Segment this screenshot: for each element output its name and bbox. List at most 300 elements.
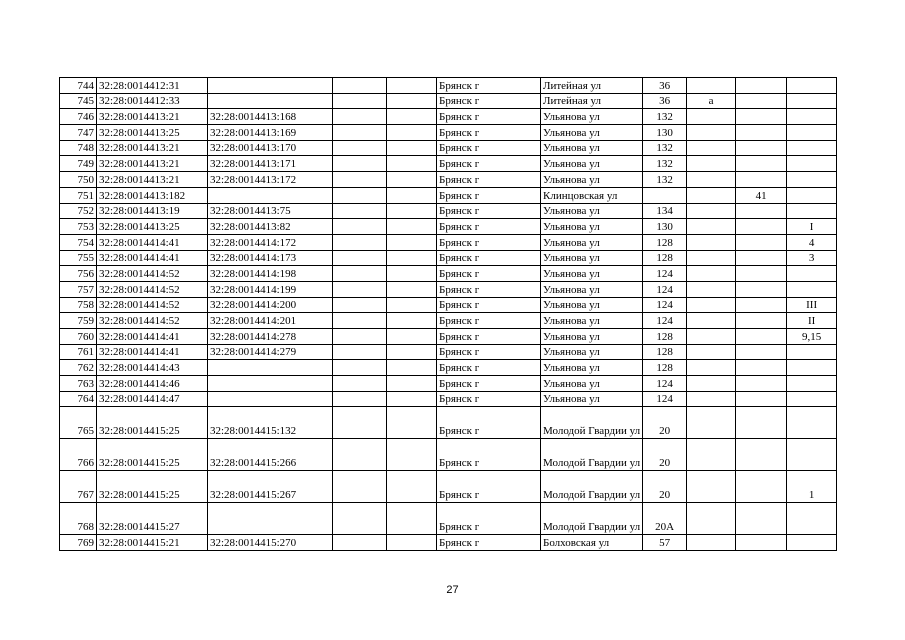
house-cell: 124 (643, 376, 687, 392)
building-cell (736, 407, 787, 439)
street-cell: Ульянова ул (541, 313, 643, 329)
house-cell: 20 (643, 439, 687, 471)
street-cell: Ульянова ул (541, 125, 643, 141)
object-cadastral-number-cell: 32:28:0014414:201 (208, 313, 333, 329)
street-cell: Ульянова ул (541, 234, 643, 250)
table-row (60, 313, 837, 329)
table-row (60, 297, 837, 313)
building-cell (736, 313, 787, 329)
premises-cell (787, 187, 837, 203)
city-cell: Брянск г (437, 156, 541, 172)
building-cell (736, 297, 787, 313)
cadastral-number-cell: 32:28:0014415:25 (97, 407, 208, 439)
street-cell: Ульянова ул (541, 376, 643, 392)
house-letter-cell (687, 439, 736, 471)
premises-cell: II (787, 313, 837, 329)
cadastral-number-cell: 32:28:0014413:182 (97, 187, 208, 203)
object-cadastral-number-cell (208, 360, 333, 376)
house-letter-cell (687, 360, 736, 376)
premises-cell (787, 503, 837, 535)
table-row (60, 203, 837, 219)
empty-cell (387, 535, 437, 551)
premises-cell (787, 93, 837, 109)
row-number-cell: 745 (60, 93, 97, 109)
house-cell: 128 (643, 344, 687, 360)
row-number-cell: 759 (60, 313, 97, 329)
table-row (60, 250, 837, 266)
empty-cell (333, 187, 387, 203)
empty-cell (333, 360, 387, 376)
cadastral-number-cell: 32:28:0014414:43 (97, 360, 208, 376)
building-cell (736, 140, 787, 156)
object-cadastral-number-cell: 32:28:0014414:173 (208, 250, 333, 266)
empty-cell (387, 329, 437, 345)
building-cell (736, 391, 787, 407)
house-letter-cell (687, 281, 736, 297)
empty-cell (387, 297, 437, 313)
city-cell: Брянск г (437, 360, 541, 376)
cadastral-number-cell: 32:28:0014413:21 (97, 172, 208, 188)
house-cell: 134 (643, 203, 687, 219)
empty-cell (387, 219, 437, 235)
house-letter-cell (687, 407, 736, 439)
house-cell: 20А (643, 503, 687, 535)
row-number-cell: 758 (60, 297, 97, 313)
table-row (60, 281, 837, 297)
house-letter-cell (687, 78, 736, 94)
table-row (60, 172, 837, 188)
table-row (60, 360, 837, 376)
empty-cell (333, 172, 387, 188)
cadastral-number-cell: 32:28:0014415:27 (97, 503, 208, 535)
cadastral-number-cell: 32:28:0014414:41 (97, 329, 208, 345)
premises-cell (787, 140, 837, 156)
premises-cell: 3 (787, 250, 837, 266)
row-number-cell: 749 (60, 156, 97, 172)
table-row (60, 109, 837, 125)
house-letter-cell (687, 109, 736, 125)
street-cell: Клинцовская ул (541, 187, 643, 203)
city-cell: Брянск г (437, 172, 541, 188)
cadastral-number-cell: 32:28:0014413:25 (97, 125, 208, 141)
building-cell (736, 125, 787, 141)
house-cell: 130 (643, 219, 687, 235)
cadastral-number-cell: 32:28:0014415:25 (97, 471, 208, 503)
premises-cell (787, 376, 837, 392)
object-cadastral-number-cell (208, 93, 333, 109)
city-cell: Брянск г (437, 503, 541, 535)
row-number-cell: 767 (60, 471, 97, 503)
building-cell (736, 203, 787, 219)
city-cell: Брянск г (437, 407, 541, 439)
table-row (60, 376, 837, 392)
premises-cell (787, 535, 837, 551)
cadastral-number-cell: 32:28:0014412:31 (97, 78, 208, 94)
empty-cell (387, 503, 437, 535)
house-cell: 132 (643, 109, 687, 125)
empty-cell (333, 344, 387, 360)
street-cell: Ульянова ул (541, 297, 643, 313)
cadastral-number-cell: 32:28:0014414:41 (97, 234, 208, 250)
premises-cell (787, 266, 837, 282)
city-cell: Брянск г (437, 140, 541, 156)
house-letter-cell (687, 535, 736, 551)
cadastral-number-cell: 32:28:0014414:52 (97, 313, 208, 329)
object-cadastral-number-cell (208, 503, 333, 535)
empty-cell (387, 187, 437, 203)
premises-cell (787, 156, 837, 172)
premises-cell: 9,15 (787, 329, 837, 345)
empty-cell (333, 78, 387, 94)
table-row (60, 471, 837, 503)
house-letter-cell (687, 140, 736, 156)
house-letter-cell (687, 156, 736, 172)
table-row (60, 219, 837, 235)
table-row (60, 391, 837, 407)
street-cell: Молодой Гвардии ул (541, 439, 643, 471)
house-letter-cell (687, 471, 736, 503)
premises-cell (787, 203, 837, 219)
row-number-cell: 753 (60, 219, 97, 235)
city-cell: Брянск г (437, 266, 541, 282)
house-cell: 124 (643, 281, 687, 297)
house-cell: 130 (643, 125, 687, 141)
house-cell (643, 187, 687, 203)
row-number-cell: 756 (60, 266, 97, 282)
table-row (60, 344, 837, 360)
house-cell: 124 (643, 391, 687, 407)
city-cell: Брянск г (437, 376, 541, 392)
empty-cell (387, 360, 437, 376)
building-cell (736, 266, 787, 282)
house-cell: 132 (643, 172, 687, 188)
city-cell: Брянск г (437, 329, 541, 345)
table-row (60, 503, 837, 535)
object-cadastral-number-cell: 32:28:0014413:169 (208, 125, 333, 141)
empty-cell (333, 219, 387, 235)
empty-cell (387, 344, 437, 360)
premises-cell (787, 407, 837, 439)
street-cell: Ульянова ул (541, 281, 643, 297)
row-number-cell: 747 (60, 125, 97, 141)
empty-cell (333, 391, 387, 407)
house-cell: 128 (643, 234, 687, 250)
premises-cell (787, 439, 837, 471)
building-cell (736, 109, 787, 125)
empty-cell (333, 109, 387, 125)
cadastral-number-cell: 32:28:0014415:21 (97, 535, 208, 551)
house-cell: 124 (643, 313, 687, 329)
house-letter-cell (687, 344, 736, 360)
row-number-cell: 764 (60, 391, 97, 407)
table-row (60, 535, 837, 551)
house-cell: 36 (643, 78, 687, 94)
street-cell: Ульянова ул (541, 109, 643, 125)
premises-cell (787, 344, 837, 360)
street-cell: Ульянова ул (541, 250, 643, 266)
house-letter-cell (687, 234, 736, 250)
empty-cell (333, 234, 387, 250)
object-cadastral-number-cell: 32:28:0014415:266 (208, 439, 333, 471)
house-cell: 128 (643, 329, 687, 345)
object-cadastral-number-cell (208, 376, 333, 392)
object-cadastral-number-cell: 32:28:0014414:279 (208, 344, 333, 360)
empty-cell (333, 471, 387, 503)
house-cell: 57 (643, 535, 687, 551)
building-cell (736, 376, 787, 392)
city-cell: Брянск г (437, 187, 541, 203)
empty-cell (387, 471, 437, 503)
city-cell: Брянск г (437, 391, 541, 407)
empty-cell (387, 140, 437, 156)
premises-cell (787, 360, 837, 376)
empty-cell (387, 376, 437, 392)
cadastral-number-cell: 32:28:0014414:46 (97, 376, 208, 392)
object-cadastral-number-cell: 32:28:0014413:171 (208, 156, 333, 172)
empty-cell (387, 234, 437, 250)
house-cell: 132 (643, 140, 687, 156)
house-cell: 20 (643, 407, 687, 439)
table-row (60, 439, 837, 471)
building-cell (736, 329, 787, 345)
registry-table (59, 77, 837, 551)
table-row (60, 187, 837, 203)
cadastral-number-cell: 32:28:0014413:21 (97, 140, 208, 156)
row-number-cell: 762 (60, 360, 97, 376)
row-number-cell: 761 (60, 344, 97, 360)
house-cell: 20 (643, 471, 687, 503)
empty-cell (387, 156, 437, 172)
premises-cell: 4 (787, 234, 837, 250)
house-letter-cell (687, 297, 736, 313)
empty-cell (333, 140, 387, 156)
building-cell (736, 360, 787, 376)
cadastral-number-cell: 32:28:0014414:52 (97, 297, 208, 313)
cadastral-number-cell: 32:28:0014412:33 (97, 93, 208, 109)
empty-cell (333, 125, 387, 141)
row-number-cell: 766 (60, 439, 97, 471)
city-cell: Брянск г (437, 439, 541, 471)
building-cell (736, 93, 787, 109)
building-cell (736, 439, 787, 471)
city-cell: Брянск г (437, 125, 541, 141)
object-cadastral-number-cell: 32:28:0014414:198 (208, 266, 333, 282)
house-letter-cell (687, 266, 736, 282)
object-cadastral-number-cell: 32:28:0014414:200 (208, 297, 333, 313)
table-row (60, 266, 837, 282)
street-cell: Ульянова ул (541, 140, 643, 156)
street-cell: Литейная ул (541, 78, 643, 94)
street-cell: Молодой Гвардии ул (541, 471, 643, 503)
page-number: 27 (446, 584, 459, 596)
house-letter-cell (687, 219, 736, 235)
object-cadastral-number-cell: 32:28:0014413:82 (208, 219, 333, 235)
building-cell (736, 535, 787, 551)
cadastral-number-cell: 32:28:0014414:41 (97, 250, 208, 266)
empty-cell (333, 250, 387, 266)
table-row (60, 156, 837, 172)
row-number-cell: 751 (60, 187, 97, 203)
cadastral-number-cell: 32:28:0014413:21 (97, 156, 208, 172)
house-letter-cell (687, 187, 736, 203)
empty-cell (333, 535, 387, 551)
table-row (60, 329, 837, 345)
empty-cell (333, 297, 387, 313)
table-row (60, 125, 837, 141)
city-cell: Брянск г (437, 234, 541, 250)
building-cell (736, 503, 787, 535)
street-cell: Ульянова ул (541, 391, 643, 407)
row-number-cell: 757 (60, 281, 97, 297)
premises-cell (787, 109, 837, 125)
empty-cell (387, 281, 437, 297)
city-cell: Брянск г (437, 297, 541, 313)
row-number-cell: 755 (60, 250, 97, 266)
house-letter-cell (687, 313, 736, 329)
building-cell (736, 344, 787, 360)
row-number-cell: 746 (60, 109, 97, 125)
building-cell (736, 234, 787, 250)
house-letter-cell (687, 125, 736, 141)
building-cell (736, 78, 787, 94)
empty-cell (387, 78, 437, 94)
house-cell: 36 (643, 93, 687, 109)
empty-cell (333, 203, 387, 219)
building-cell (736, 156, 787, 172)
row-number-cell: 752 (60, 203, 97, 219)
premises-cell (787, 125, 837, 141)
street-cell: Болховская ул (541, 535, 643, 551)
row-number-cell: 769 (60, 535, 97, 551)
registry-table-body (60, 78, 837, 551)
city-cell: Брянск г (437, 250, 541, 266)
city-cell: Брянск г (437, 281, 541, 297)
house-cell: 124 (643, 297, 687, 313)
empty-cell (387, 391, 437, 407)
cadastral-number-cell: 32:28:0014413:21 (97, 109, 208, 125)
street-cell: Ульянова ул (541, 203, 643, 219)
table-row (60, 140, 837, 156)
cadastral-number-cell: 32:28:0014414:47 (97, 391, 208, 407)
row-number-cell: 768 (60, 503, 97, 535)
object-cadastral-number-cell (208, 187, 333, 203)
building-cell (736, 250, 787, 266)
house-letter-cell (687, 250, 736, 266)
street-cell: Ульянова ул (541, 156, 643, 172)
row-number-cell: 760 (60, 329, 97, 345)
cadastral-number-cell: 32:28:0014413:19 (97, 203, 208, 219)
house-letter-cell: а (687, 93, 736, 109)
empty-cell (387, 172, 437, 188)
object-cadastral-number-cell: 32:28:0014413:168 (208, 109, 333, 125)
house-letter-cell (687, 172, 736, 188)
empty-cell (333, 313, 387, 329)
premises-cell: III (787, 297, 837, 313)
street-cell: Ульянова ул (541, 344, 643, 360)
object-cadastral-number-cell: 32:28:0014414:172 (208, 234, 333, 250)
object-cadastral-number-cell: 32:28:0014413:172 (208, 172, 333, 188)
empty-cell (333, 281, 387, 297)
city-cell: Брянск г (437, 471, 541, 503)
city-cell: Брянск г (437, 535, 541, 551)
empty-cell (387, 93, 437, 109)
city-cell: Брянск г (437, 93, 541, 109)
building-cell (736, 471, 787, 503)
house-letter-cell (687, 203, 736, 219)
object-cadastral-number-cell: 32:28:0014414:278 (208, 329, 333, 345)
premises-cell: 1 (787, 471, 837, 503)
row-number-cell: 754 (60, 234, 97, 250)
street-cell: Литейная ул (541, 93, 643, 109)
empty-cell (333, 503, 387, 535)
house-letter-cell (687, 391, 736, 407)
empty-cell (387, 125, 437, 141)
premises-cell (787, 78, 837, 94)
row-number-cell: 744 (60, 78, 97, 94)
object-cadastral-number-cell: 32:28:0014415:267 (208, 471, 333, 503)
building-cell (736, 281, 787, 297)
city-cell: Брянск г (437, 313, 541, 329)
table-row (60, 234, 837, 250)
building-cell (736, 219, 787, 235)
premises-cell (787, 281, 837, 297)
house-letter-cell (687, 329, 736, 345)
empty-cell (333, 329, 387, 345)
empty-cell (333, 266, 387, 282)
empty-cell (387, 109, 437, 125)
object-cadastral-number-cell: 32:28:0014413:170 (208, 140, 333, 156)
empty-cell (387, 250, 437, 266)
cadastral-number-cell: 32:28:0014414:41 (97, 344, 208, 360)
object-cadastral-number-cell (208, 391, 333, 407)
house-letter-cell (687, 503, 736, 535)
cadastral-number-cell: 32:28:0014414:52 (97, 266, 208, 282)
object-cadastral-number-cell: 32:28:0014415:270 (208, 535, 333, 551)
street-cell: Ульянова ул (541, 219, 643, 235)
cadastral-number-cell: 32:28:0014415:25 (97, 439, 208, 471)
house-cell: 128 (643, 250, 687, 266)
table-row (60, 78, 837, 94)
empty-cell (333, 407, 387, 439)
table-row (60, 93, 837, 109)
street-cell: Ульянова ул (541, 329, 643, 345)
building-cell: 41 (736, 187, 787, 203)
premises-cell: I (787, 219, 837, 235)
row-number-cell: 763 (60, 376, 97, 392)
house-cell: 132 (643, 156, 687, 172)
street-cell: Молодой Гвардии ул (541, 407, 643, 439)
object-cadastral-number-cell: 32:28:0014415:132 (208, 407, 333, 439)
premises-cell (787, 172, 837, 188)
empty-cell (333, 93, 387, 109)
house-letter-cell (687, 376, 736, 392)
row-number-cell: 748 (60, 140, 97, 156)
city-cell: Брянск г (437, 203, 541, 219)
cadastral-number-cell: 32:28:0014413:25 (97, 219, 208, 235)
street-cell: Ульянова ул (541, 360, 643, 376)
building-cell (736, 172, 787, 188)
object-cadastral-number-cell: 32:28:0014413:75 (208, 203, 333, 219)
street-cell: Ульянова ул (541, 266, 643, 282)
street-cell: Ульянова ул (541, 172, 643, 188)
row-number-cell: 750 (60, 172, 97, 188)
house-cell: 124 (643, 266, 687, 282)
object-cadastral-number-cell: 32:28:0014414:199 (208, 281, 333, 297)
city-cell: Брянск г (437, 219, 541, 235)
street-cell: Молодой Гвардии ул (541, 503, 643, 535)
empty-cell (333, 376, 387, 392)
empty-cell (387, 266, 437, 282)
